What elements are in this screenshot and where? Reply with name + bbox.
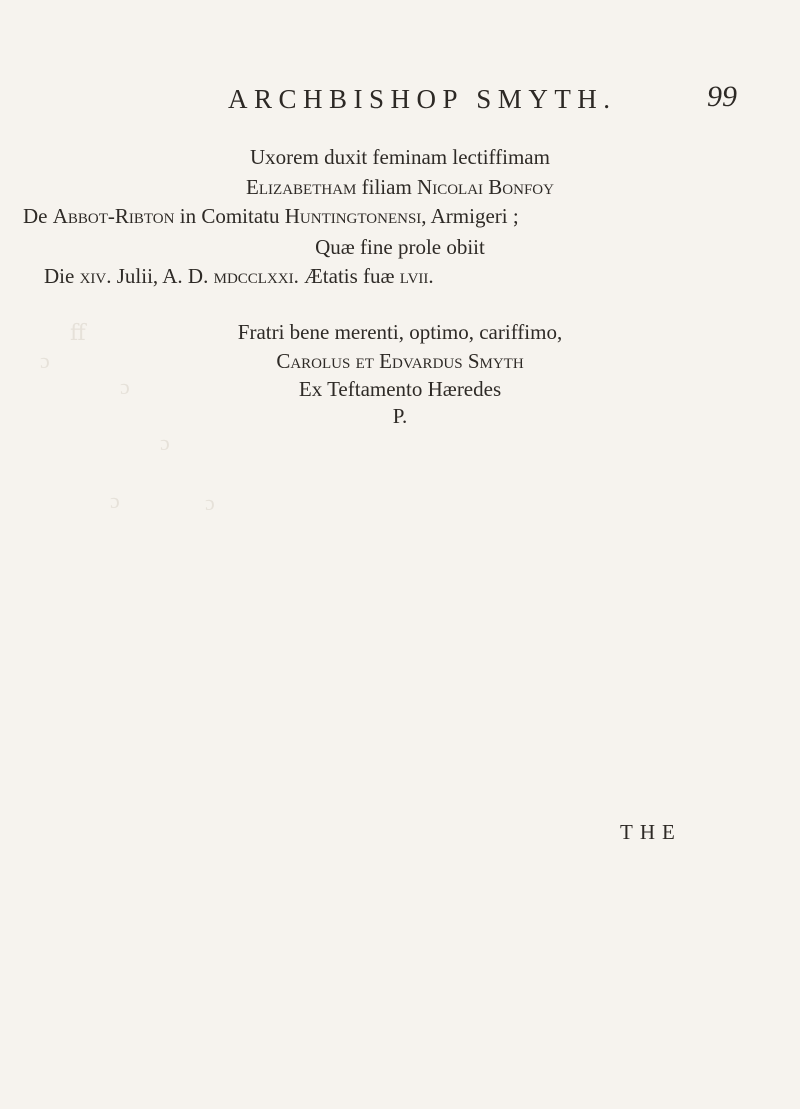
inscription-text: in Comitatu [174,204,285,228]
inscription-text: Fratri bene merenti, optimo, cariffimo, [237,320,563,344]
place-name: Huntingtonensi [284,204,422,228]
place-name: Abbot-Ribton [52,204,175,228]
catchword: THE [620,820,682,844]
show-through-mark: ɔ [40,348,50,373]
person-names: Carolus et Edvardus Smyth [276,349,524,373]
roman-numeral: xiv [79,264,107,288]
show-through-mark: ɔ [120,374,130,399]
inscription-text: . Julii, A. D. [106,264,214,288]
inscription-line-6 [0,320,800,345]
show-through-mark: ﬀ [70,320,86,345]
inscription-line-9 [0,404,800,429]
roman-numeral: mdcclxxi [213,264,294,288]
inscription-line-1 [0,145,800,170]
inscription-text: Uxorem duxit feminam lectiffimam [250,145,550,169]
inscription-text: . Ætatis fuæ [293,264,400,288]
inscription-line-7 [0,349,800,374]
inscription-line-2 [0,175,800,200]
person-name: Elizabetham [246,175,357,199]
inscription-text: Die [44,264,80,288]
inscription-line-5 [44,264,434,289]
inscription-line-3 [23,204,519,229]
show-through-mark: ɔ [160,430,170,455]
inscription-text: Quæ fine prole obiit [315,235,485,259]
inscription-line-8 [0,377,800,402]
inscription-text: , Armigeri ; [421,204,519,228]
inscription-text: Ex Teftamento Hæredes [298,377,502,401]
running-head: ARCHBISHOP SMYTH. [228,84,617,114]
inscription-text: filiam [356,175,418,199]
roman-numeral: lvii [399,264,429,288]
show-through-mark: ɔ [110,488,120,513]
inscription-text: P. [392,404,408,428]
person-name: Nicolai Bonfoy [417,175,554,199]
inscription-text: De [23,204,53,228]
show-through-mark: ɔ [205,490,215,515]
inscription-line-4 [0,235,800,260]
page-number: 99 [707,80,737,113]
inscription-text: . [428,264,434,288]
